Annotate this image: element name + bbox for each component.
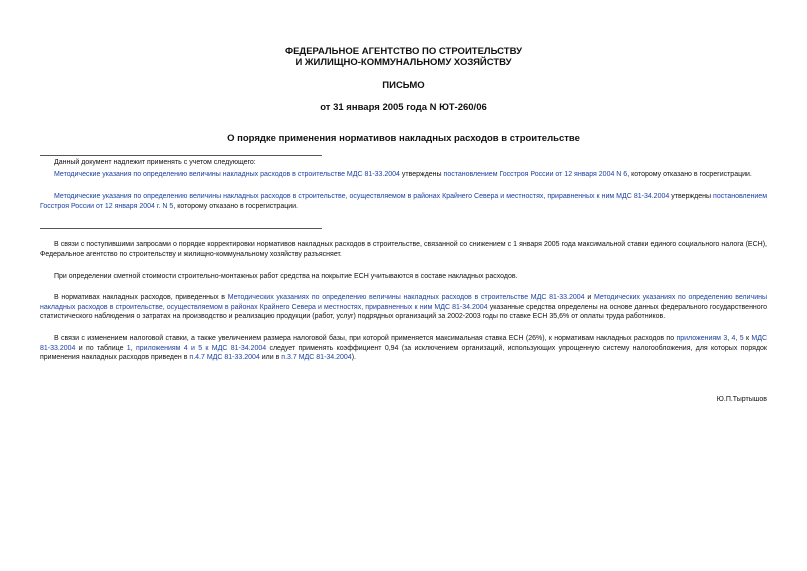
appendices-4-5-mds-81-34-link[interactable]: приложениям 4 и 5 к МДС 81-34.2004 xyxy=(135,344,267,352)
gosstroy-decree-6-link[interactable]: постановлением Госстроя России от 12 января 2004 N 6 xyxy=(443,171,628,178)
paragraph-3: В нормативах накладных расходов, приведенных в Методических указаниях по определению величины накладных расходов в строительстве МДС 81-33.2004 и Методических указаниях по определению величины накладных расходов в строительстве, осуществляемом в районах Крайнего Севера и местностях, приравненных к ним МДС 81-34.2004 указанные средства определены на основе данных федерального государственного статистического наблюдения о затратах на производство и реализацию продукции (работ, услуг) подрядных организаций за 2002-2003 годы по ставке ЕСН 35,6% от оплаты труда работников. xyxy=(40,294,768,320)
note-item-2-text: утверждены xyxy=(671,193,711,200)
note-item-1-text: утверждены xyxy=(401,171,442,178)
note-item-2 xyxy=(40,192,767,211)
table-1-link[interactable]: 1 xyxy=(126,344,131,352)
paragraph-4: В связи с изменением налоговой ставки, а также увеличением размера налоговой базы, при которой применяется максимальная ставка ЕСН (26%), к нормативам накладных расходов по приложениям 3, 4, 5 к МДС 81-33.2004 и по таблице 1, приложениям 4 и 5 к МДС 81-34.2004 следует применять коэффициент 0,94 (за исключением организаций, использующих упрощенную систему налогообложения, для которых порядок применения накладных расходов приведен в п.4.7 МДС 81-33.2004 или в п.3.7 МДС 81-34.2004). xyxy=(40,335,768,361)
note-item-2-tail: , которому отказано в госрегистрации. xyxy=(173,202,298,210)
clause-4-7-link[interactable]: п.4.7 МДС 81-33.2004 xyxy=(189,354,260,361)
appendix-3-link[interactable]: приложениям 3 xyxy=(676,335,728,342)
p3-mds-81-34-link[interactable]: Методических указаниях по определению величины накладных расходов в строительстве, осуществляемом в районах Крайнего Севера и местностях, приравненных к ним МДС 81-34.2004 xyxy=(40,294,768,311)
gosstroy-decree-5-link[interactable]: постановлением Госстроя России от 12 января 2004 г. N 5 xyxy=(40,193,768,210)
appendix-4-link[interactable]: 4 xyxy=(731,335,736,342)
clause-3-7-link[interactable]: п.3.7 МДС 81-34.2004 xyxy=(281,354,352,361)
note-item-1-tail: , которому отказано в госрегистрации. xyxy=(627,171,752,178)
note-intro: Данный документ надлежит применять с учетом следующего: xyxy=(54,159,256,166)
doc-type: ПИСЬМО xyxy=(382,80,425,91)
note-bottom-rule xyxy=(40,228,322,229)
agency-line-1: ФЕДЕРАЛЬНОЕ АГЕНТСТВО ПО СТРОИТЕЛЬСТВУ xyxy=(284,46,523,57)
paragraph-2: При определении сметной стоимости строительно-монтажных работ средства на покрытие ЕСН учитываются в составе накладных расходов. xyxy=(54,273,518,280)
appendix-5-link[interactable]: 5 xyxy=(739,335,744,342)
note-item-1 xyxy=(40,170,767,180)
mds-81-33-link[interactable]: Методические указания по определению величины накладных расходов в строительстве МДС 81-33.2004 xyxy=(54,171,400,178)
note-top-rule xyxy=(40,155,322,156)
doc-date-number: от 31 января 2005 года N ЮТ-260/06 xyxy=(320,102,487,113)
p3-mds-81-33-link[interactable]: Методических указаниях по определению величины накладных расходов в строительстве МДС 81-33.2004 xyxy=(227,294,585,301)
mds-81-34-link[interactable]: Методические указания по определению величины накладных расходов в строительстве, осуществляемом в районах Крайнего Севера и местностях, приравненных к ним МДС 81-34.2004 xyxy=(54,193,670,200)
mds-81-33-short-link[interactable]: МДС 81-33.2004 xyxy=(40,335,768,352)
paragraph-1: В связи с поступившими запросами о порядке корректировки нормативов накладных расходов в строительстве, связанной со снижением с 1 января 2005 года максимальной ставки единого социального налога (ЕСН), Федеральное агентство по строительству и жилищно-коммунальному хозяйству разъясняет. xyxy=(40,241,767,258)
doc-title: О порядке применения нормативов накладных расходов в строительстве xyxy=(227,133,580,144)
signature: Ю.П.Тыртышов xyxy=(716,396,767,403)
agency-line-2: И ЖИЛИЩНО-КОММУНАЛЬНОМУ ХОЗЯЙСТВУ xyxy=(295,57,512,68)
